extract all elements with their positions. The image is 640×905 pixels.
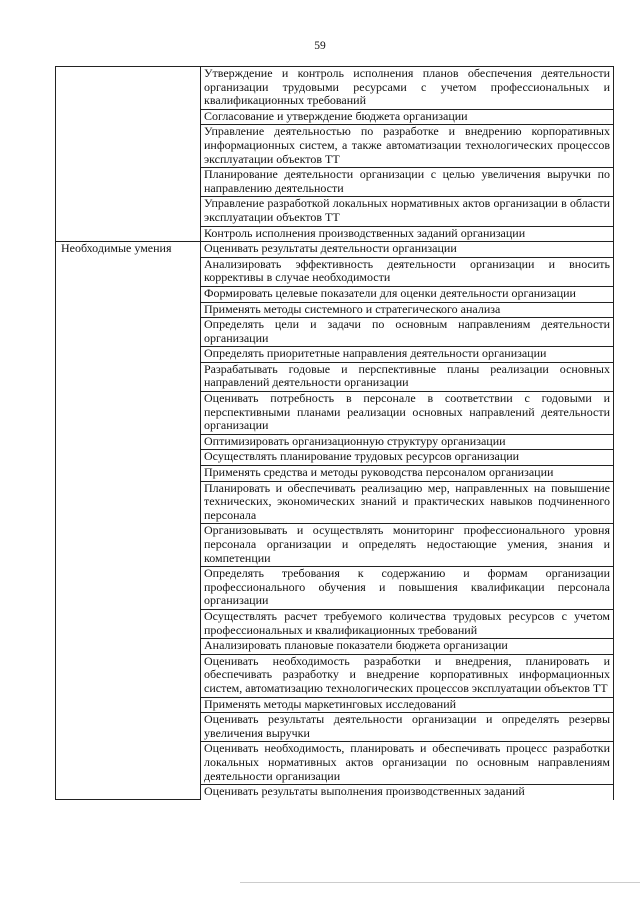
table-cell: Планирование деятельности организации с целью увеличения выручки по направлению деятельности: [201, 168, 614, 197]
table-cell: Осуществлять расчет требуемого количества трудовых ресурсов с учетом профессиональных и квалификационных требований: [201, 609, 614, 638]
table-cell: Управление деятельностью по разработке и внедрению корпоративных информационных систем, а также автоматизации технологических процессов эксплуатации объектов ТТ: [201, 125, 614, 168]
table-cell: Формировать целевые показатели для оценки деятельности организации: [201, 286, 614, 302]
table-cell: Согласование и утверждение бюджета организации: [201, 109, 614, 125]
scan-edge-line: [240, 882, 640, 883]
table-cell: Определять приоритетные направления деятельности организации: [201, 347, 614, 363]
page-number: 59: [314, 40, 326, 52]
table-row: [56, 242, 614, 258]
table-cell: Применять методы системного и стратегического анализа: [201, 302, 614, 318]
table-cell: Оценивать необходимость разработки и внедрения, планировать и обеспечивать разработку и внедрение корпоративных информационных систем, автоматизацию технологических процессов эксплуатации объектов ТТ: [201, 654, 614, 697]
table-cell: Определять требования к содержанию и формам организации профессионального обучения и повышения квалификации персонала организации: [201, 567, 614, 610]
table-cell: Разрабатывать годовые и перспективные планы реализации основных направлений деятельности организации: [201, 362, 614, 391]
table-cell: Осуществлять планирование трудовых ресурсов организации: [201, 450, 614, 466]
table-cell: Оценивать результаты деятельности организации: [201, 242, 614, 258]
table-cell: Применять средства и методы руководства персоналом организации: [201, 466, 614, 482]
table-cell: Оценивать потребность в персонале в соответствии с годовыми и перспективными планами реализации основных направлений деятельности организации: [201, 392, 614, 435]
table-cell: Определять цели и задачи по основным направлениям деятельности организации: [201, 318, 614, 347]
table-cell: Оценивать необходимость, планировать и обеспечивать процесс разработки локальных нормативных актов организации по основным направлениям деятельности организации: [201, 742, 614, 785]
table-cell: Оценивать результаты выполнения производственных заданий: [201, 785, 614, 800]
table-cell: Утверждение и контроль исполнения планов обеспечения деятельности организации трудовыми ресурсами с учетом профессиональных и квалификационных требований: [201, 67, 614, 110]
table-cell: Организовывать и осуществлять мониторинг профессионального уровня персонала организации и определять недостающие умения, знания и компетенции: [201, 524, 614, 567]
table-cell: Планировать и обеспечивать реализацию мер, направленных на повышение технических, экономических знаний и практических навыков подчиненного персонала: [201, 481, 614, 524]
table-cell: Анализировать плановые показатели бюджета организации: [201, 639, 614, 655]
table-cell: Оптимизировать организационную структуру организации: [201, 434, 614, 450]
table-row: [56, 67, 614, 110]
table-cell: Оценивать результаты деятельности организации и определять резервы увеличения выручки: [201, 713, 614, 742]
table-cell: Управление разработкой локальных нормативных актов организации в области эксплуатации объектов ТТ: [201, 197, 614, 226]
section-label-skills: Необходимые умения: [56, 242, 201, 800]
requirements-table: [55, 66, 614, 800]
table-cell: Контроль исполнения производственных заданий организации: [201, 226, 614, 242]
table-cell: Анализировать эффективность деятельности организации и вносить коррективы в случае необходимости: [201, 257, 614, 286]
table-cell: Применять методы маркетинговых исследований: [201, 697, 614, 713]
section-label-empty: [56, 67, 201, 242]
